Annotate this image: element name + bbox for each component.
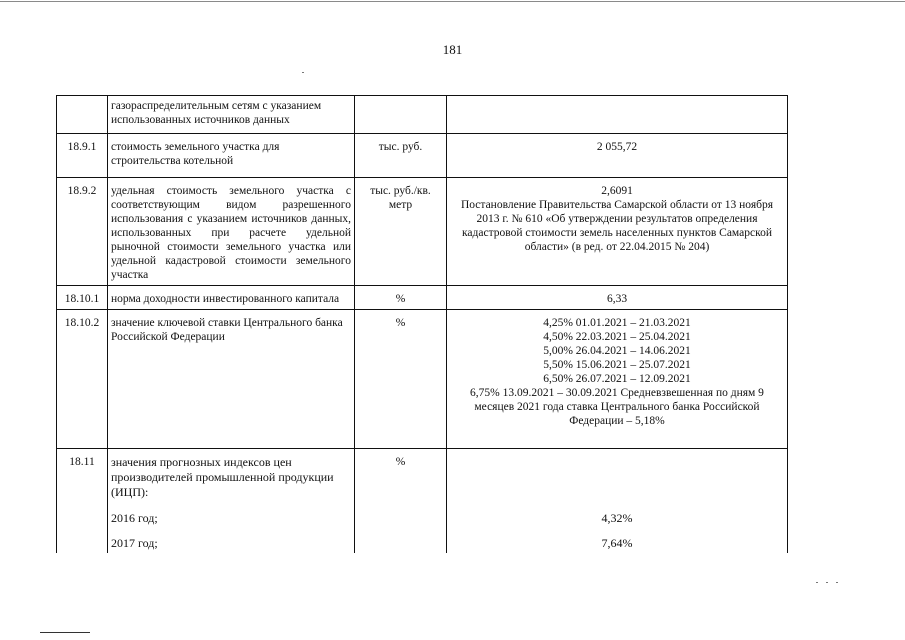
row-number: 18.11	[57, 449, 108, 554]
row-number: 18.10.2	[57, 310, 108, 449]
table-row	[57, 178, 788, 286]
row-number	[57, 96, 108, 134]
forecast-year-label: 2016 год;	[111, 511, 158, 525]
row-name: значения прогнозных индексов цен производителей промышленной продукции (ИЦП):	[111, 455, 334, 499]
scan-speck	[826, 582, 828, 583]
rate-line: 6,50% 26.07.2021 – 12.09.2021	[543, 373, 691, 385]
rate-line: 4,25% 01.01.2021 – 21.03.2021	[543, 317, 691, 329]
row-unit: %	[355, 286, 447, 310]
row-value: 6,33	[447, 286, 788, 310]
row-name: удельная стоимость земельного участка с соответствующим видом разрешенного использования с указанием источников данных, использованных при расчете удельной рыночной стоимости земельного участка или удельной кадастровой стоимости земельного участка	[108, 178, 355, 286]
scan-top-edge	[0, 1, 905, 2]
row-unit: тыс. руб./кв. метр	[355, 178, 447, 286]
row-name: газораспределительным сетям с указанием использованных источников данных	[108, 96, 355, 134]
row-unit	[355, 96, 447, 134]
row-unit: тыс. руб.	[355, 134, 447, 178]
scan-speck	[816, 582, 818, 583]
row-value	[447, 96, 788, 134]
row-name: стоимость земельного участка для строительства котельной	[108, 134, 355, 178]
table-row	[57, 134, 788, 178]
forecast-year-label: 2017 год;	[111, 536, 158, 550]
row-number: 18.9.1	[57, 134, 108, 178]
data-table	[56, 95, 788, 553]
rate-line: 5,00% 26.04.2021 – 14.06.2021	[543, 345, 691, 357]
row-value: 2 055,72	[447, 134, 788, 178]
table-row	[57, 449, 788, 554]
rate-summary: 6,75% 13.09.2021 – 30.09.2021 Средневзвешенная по дням 9 месяцев 2021 года ставка Центрального банка Российской Федерации – 5,18%	[470, 387, 764, 427]
row-name: значение ключевой ставки Центрального банка Российской Федерации	[108, 310, 355, 449]
page-number: 181	[442, 42, 463, 57]
forecast-spacer	[450, 455, 784, 500]
table-row	[57, 286, 788, 310]
table-row	[57, 310, 788, 449]
rate-line: 5,50% 15.06.2021 – 25.07.2021	[543, 359, 691, 371]
forecast-year-value: 4,32%	[601, 511, 633, 525]
row-value-note: Постановление Правительства Самарской области от 13 ноября 2013 г. № 610 «Об утверждении результатов определения кадастровой стоимости земель населенных пунктов Самарской области» (в ред. от 22.04.2015 № 204)	[460, 199, 774, 253]
row-number: 18.10.1	[57, 286, 108, 310]
rate-cell	[447, 310, 788, 449]
row-number: 18.9.2	[57, 178, 108, 286]
scan-speck	[302, 72, 304, 73]
table-row	[57, 96, 788, 134]
forecast-year-value: 7,64%	[601, 536, 633, 550]
row-name-cell	[108, 449, 355, 554]
rate-line: 4,50% 22.03.2021 – 25.04.2021	[543, 331, 691, 343]
row-unit: %	[355, 449, 447, 554]
scan-speck	[836, 582, 838, 583]
footnote-rule	[40, 632, 90, 633]
row-name: норма доходности инвестированного капитала	[108, 286, 355, 310]
forecast-values-cell	[447, 449, 788, 554]
row-value: 2,6091	[601, 185, 633, 197]
row-unit: %	[355, 310, 447, 449]
row-value-cell	[447, 178, 788, 286]
